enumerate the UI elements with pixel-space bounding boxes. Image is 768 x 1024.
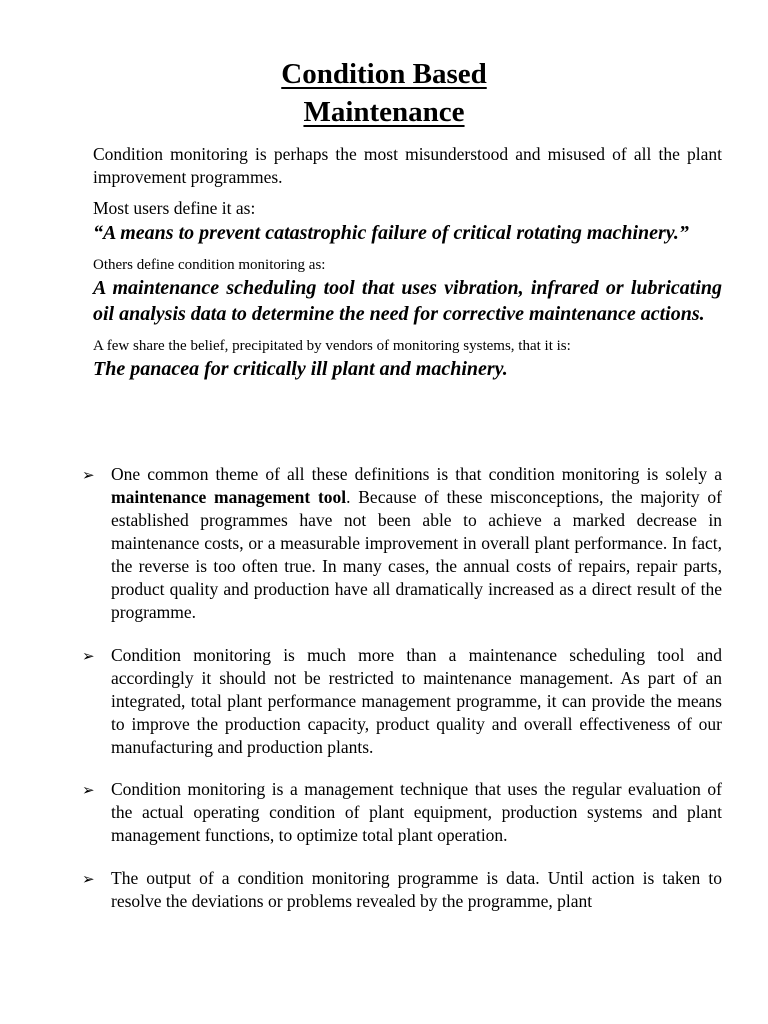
arrow-bullet-icon: ➢ — [82, 869, 95, 888]
definition-1-quote: “A means to prevent catastrophic failure of critical rotating machinery.” — [93, 222, 689, 244]
definition-2-lead: Others define condition monitoring as: — [93, 256, 326, 273]
bullet-text: Condition monitoring is a management technique that uses the regular evaluation of the actual operating condition of plant equipment, production systems and plant management functions, to optimize total plant operation. — [111, 779, 722, 845]
page-title — [0, 55, 768, 131]
definition-3-quote: The panacea for critically ill plant and machinery. — [93, 357, 508, 380]
definition-1-lead: Most users define it as: — [93, 198, 256, 218]
intro-paragraph: Condition monitoring is perhaps the most misunderstood and misused of all the plant improvement programmes. — [93, 144, 722, 187]
arrow-bullet-icon: ➢ — [82, 466, 95, 484]
bullet-item — [82, 463, 722, 624]
bullet-item — [82, 867, 722, 913]
bullet-item — [82, 778, 722, 847]
definition-3-lead: A few share the belief, precipitated by vendors of monitoring systems, that it is: — [93, 337, 571, 354]
arrow-bullet-icon: ➢ — [82, 781, 95, 799]
bullet-item — [82, 644, 722, 759]
definition-2-quote: A maintenance scheduling tool that uses vibration, infrared or lubricating oil analysis data to determine the need for corrective maintenance actions. — [93, 276, 722, 325]
definitions-section — [93, 143, 722, 382]
bullet-list — [82, 463, 722, 932]
emphasis-text: maintenance management tool — [111, 487, 347, 507]
bullet-text: One common theme of all these definitions is that condition monitoring is solely a maintenance management tool. Because of these misconceptions, the majority of established programmes have not been able to achieve a marked decrease in maintenance costs, or a measurable improvement in overall plant performance. In fact, the reverse is too often true. In many cases, the annual costs of repairs, repair parts, product quality and production have all dramatically increased as a direct result of the programme. — [111, 464, 722, 622]
title-line-1: Condition Based — [281, 58, 487, 90]
bullet-text: The output of a condition monitoring programme is data. Until action is taken to resolve the deviations or problems revealed by the programme, plant — [111, 867, 722, 911]
arrow-bullet-icon: ➢ — [82, 646, 95, 665]
bullet-text: Condition monitoring is much more than a maintenance scheduling tool and accordingly it should not be restricted to maintenance management. As part of an integrated, total plant performance management programme, it can provide the means to improve the production capacity, product quality and overall effectiveness of our manufacturing and production plants. — [111, 644, 722, 757]
title-line-2: Maintenance — [303, 96, 465, 128]
